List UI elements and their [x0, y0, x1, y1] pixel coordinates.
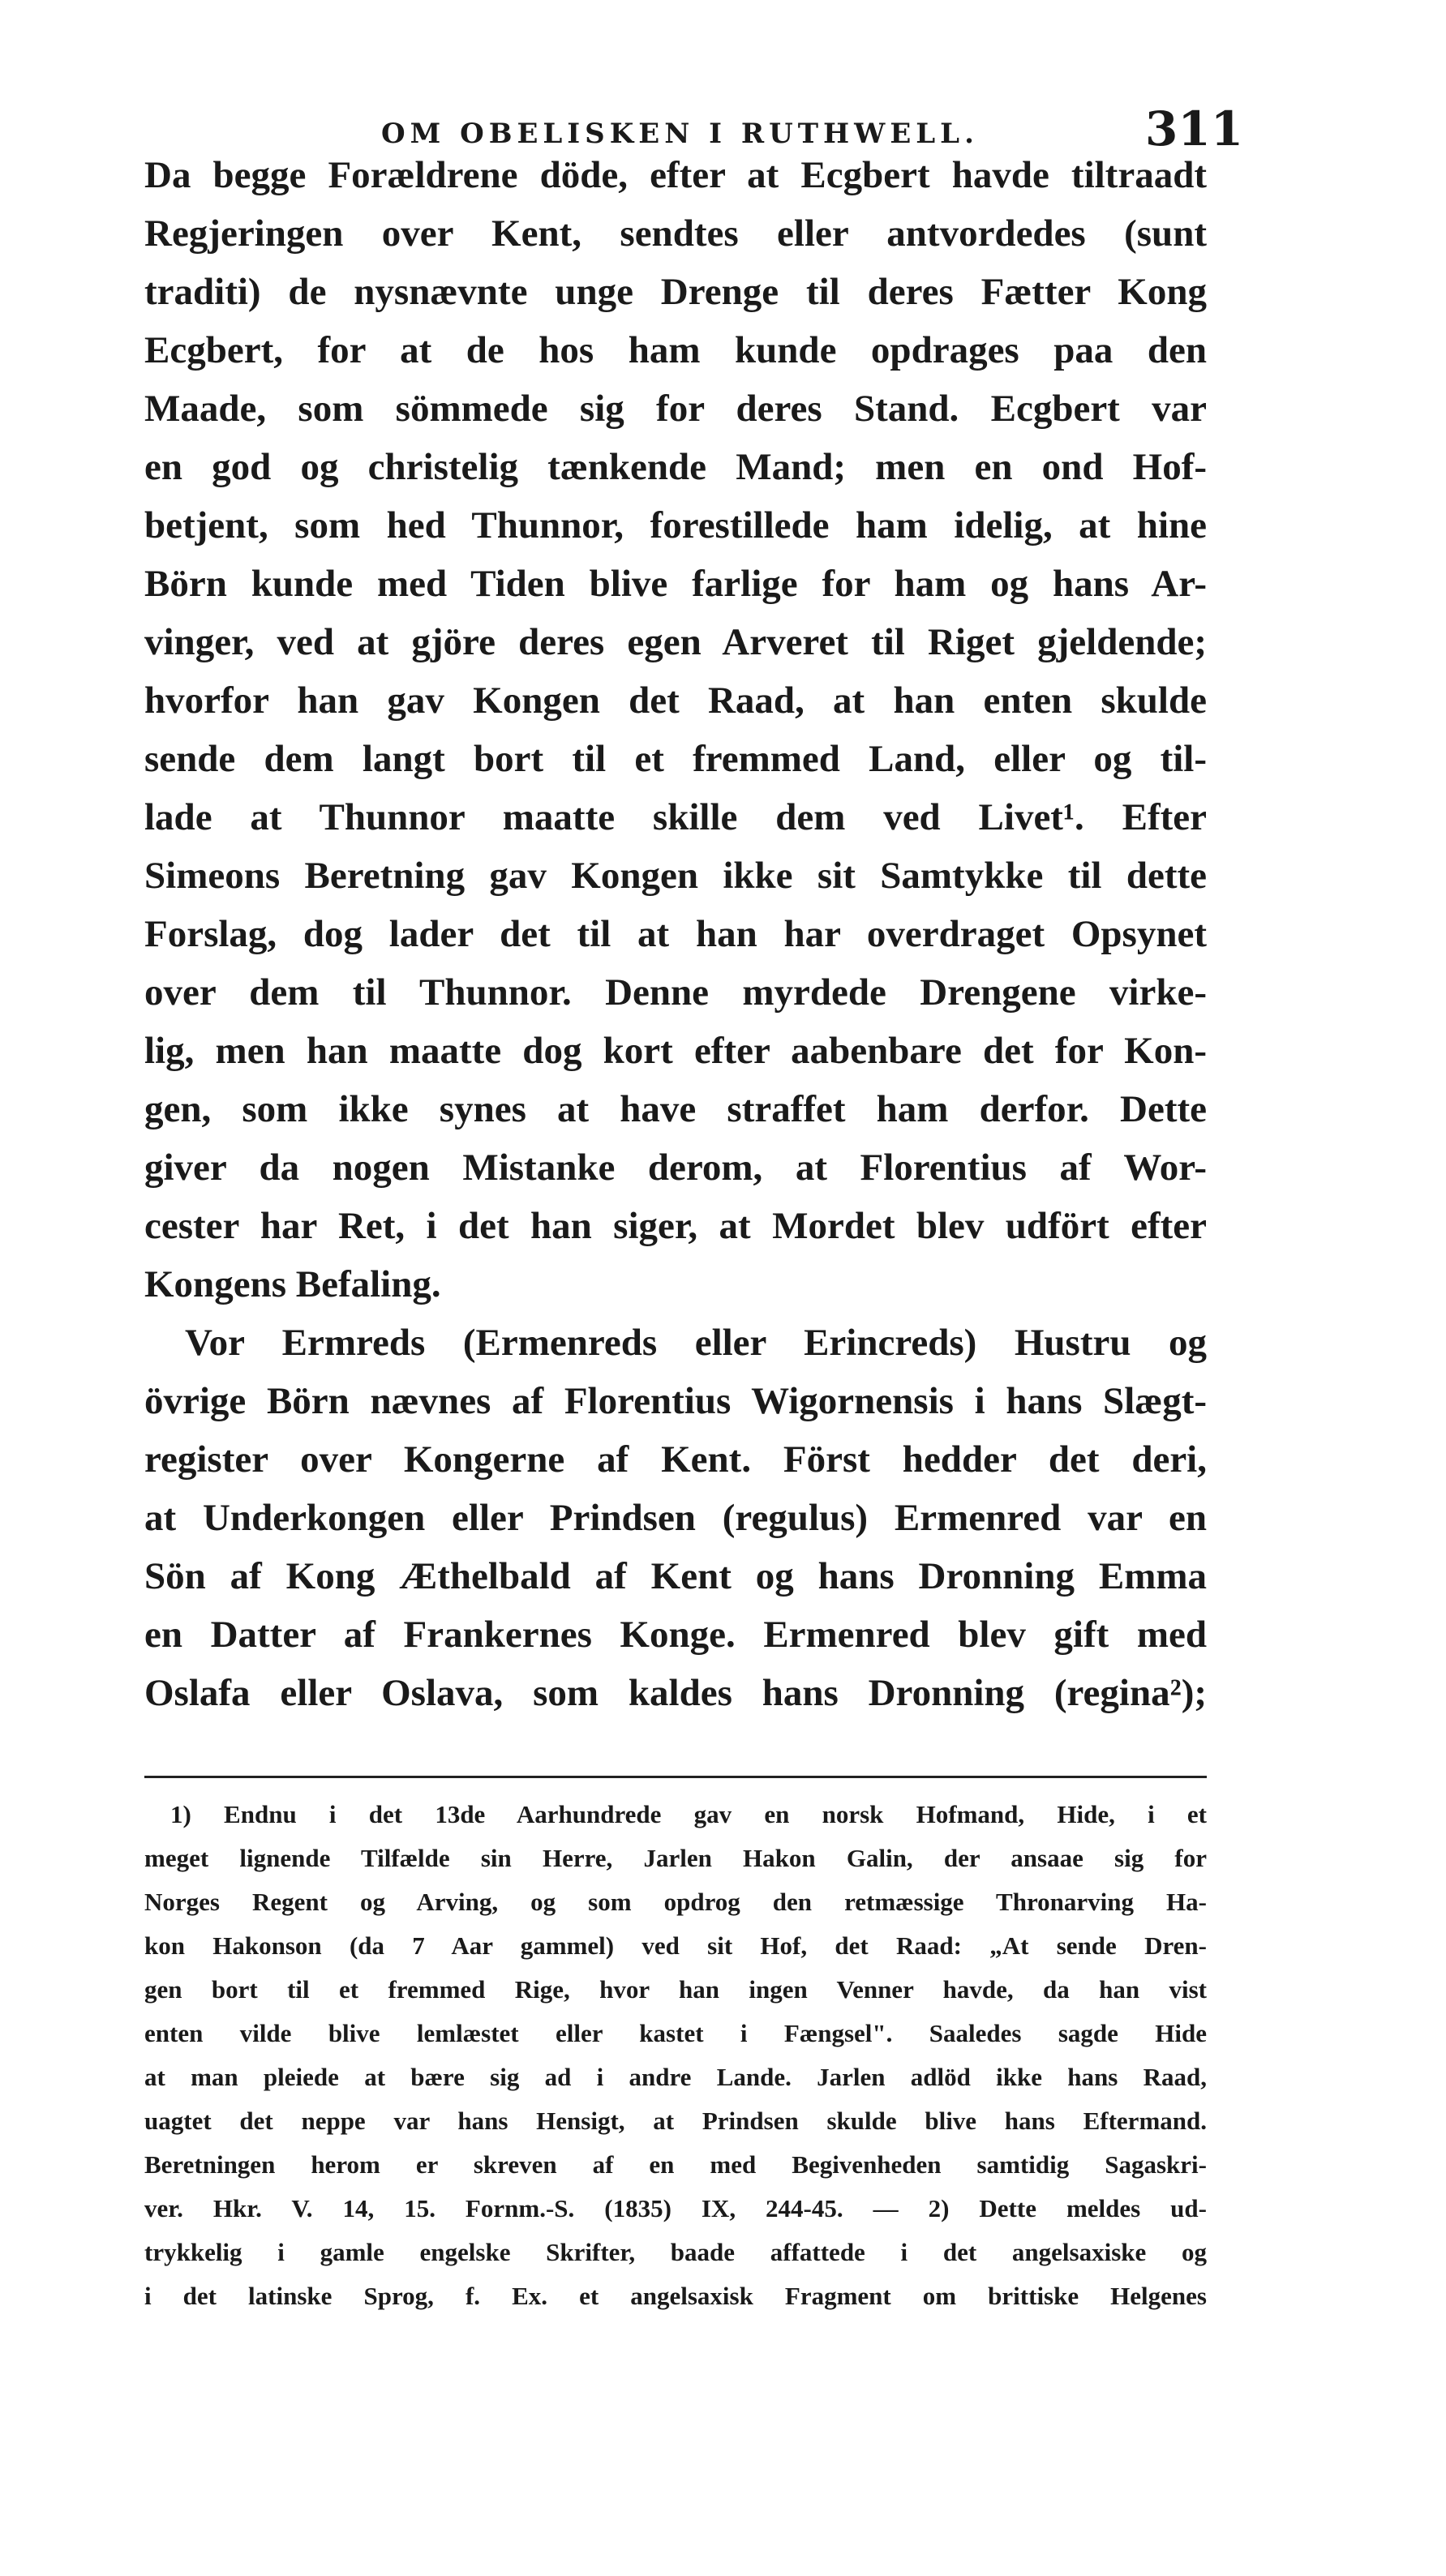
body-line: Ecgbert, for at de hos ham kunde opdrages paa den: [144, 329, 1207, 371]
footnote-line: at man pleiede at bære sig ad i andre Lande. Jarlen adlöd ikke hans Raad,: [144, 2063, 1207, 2091]
body-line: Regjeringen over Kent, sendtes eller antvordedes (sunt: [144, 212, 1207, 255]
body-line: over dem til Thunnor. Denne myrdede Drengene virke-: [144, 971, 1207, 1014]
footnote-line: enten vilde blive lemlæstet eller kastet i Fængsel". Saaledes sagde Hide: [144, 2019, 1207, 2047]
footnote-line: trykkelig i gamle engelske Skrifter, baade affattede i det angelsaxiske og: [144, 2238, 1207, 2266]
body-line: Simeons Beretning gav Kongen ikke sit Samtykke til dette: [144, 855, 1207, 897]
body-line: betjent, som hed Thunnor, forestillede ham idelig, at hine: [144, 504, 1207, 546]
body-line: Forslag, dog lader det til at han har overdraget Opsynet: [144, 913, 1207, 955]
body-line: Vor Ermreds (Ermenreds eller Erincreds) Hustru og: [185, 1322, 1207, 1364]
body-line: en Datter af Frankernes Konge. Ermenred blev gift med: [144, 1614, 1207, 1656]
footnote-line: i det latinske Sprog, f. Ex. et angelsaxisk Fragment om brittiske Helgenes: [144, 2282, 1207, 2310]
body-line: at Underkongen eller Prindsen (regulus) Ermenred var en: [144, 1497, 1207, 1539]
footnote-line: ver. Hkr. V. 14, 15. Fornm.-S. (1835) IX, 244-45. — 2) Dette meldes ud-: [144, 2194, 1207, 2222]
page-number: 311: [1145, 101, 1244, 156]
footnote-line: Beretningen herom er skreven af en med Begivenheden samtidig Sagaskri-: [144, 2150, 1207, 2179]
footnote-line: 1) Endnu i det 13de Aarhundrede gav en norsk Hofmand, Hide, i et: [170, 1800, 1207, 1828]
body-line: Oslafa eller Oslava, som kaldes hans Dronning (regina²);: [144, 1672, 1207, 1714]
body-line: Börn kunde med Tiden blive farlige for ham og hans Ar-: [144, 563, 1207, 605]
footnote-rule: [144, 1776, 1207, 1778]
body-line: övrige Börn nævnes af Florentius Wigornensis i hans Slægt-: [144, 1380, 1207, 1422]
footnote-line: meget lignende Tilfælde sin Herre, Jarlen Hakon Galin, der ansaae sig for: [144, 1844, 1207, 1872]
body-line: Da begge Forældrene döde, efter at Ecgbert havde tiltraadt: [144, 154, 1207, 196]
body-line: register over Kongerne af Kent. Först hedder det deri,: [144, 1438, 1207, 1481]
footnote-line: gen bort til et fremmed Rige, hvor han ingen Venner havde, da han vist: [144, 1975, 1207, 2004]
body-line: Maade, som sömmede sig for deres Stand. Ecgbert var: [144, 388, 1207, 430]
body-line: en god og christelig tænkende Mand; men en ond Hof-: [144, 446, 1207, 488]
running-title: OM OBELISKEN I RUTHWELL.: [381, 118, 979, 150]
footnote-line: uagtet det neppe var hans Hensigt, at Prindsen skulde blive hans Eftermand.: [144, 2107, 1207, 2135]
body-line: lig, men han maatte dog kort efter aabenbare det for Kon-: [144, 1030, 1207, 1072]
body-line: lade at Thunnor maatte skille dem ved Livet¹. Efter: [144, 796, 1207, 838]
body-line: Sön af Kong Æthelbald af Kent og hans Dronning Emma: [144, 1555, 1207, 1597]
body-line: gen, som ikke synes at have straffet ham derfor. Dette: [144, 1088, 1207, 1130]
body-line: traditi) de nysnævnte unge Drenge til deres Fætter Kong: [144, 271, 1207, 313]
body-line: giver da nogen Mistanke derom, at Florentius af Wor-: [144, 1147, 1207, 1189]
body-line: cester har Ret, i det han siger, at Mordet blev udfört efter: [144, 1205, 1207, 1247]
footnote-line: kon Hakonson (da 7 Aar gammel) ved sit Hof, det Raad: „At sende Dren-: [144, 1931, 1207, 1960]
body-line: Kongens Befaling.: [144, 1263, 441, 1305]
body-line: vinger, ved at gjöre deres egen Arveret til Riget gjeldende;: [144, 621, 1207, 663]
footnote-line: Norges Regent og Arving, og som opdrog den retmæssige Thronarving Ha-: [144, 1888, 1207, 1916]
body-line: hvorfor han gav Kongen det Raad, at han enten skulde: [144, 679, 1207, 722]
body-line: sende dem langt bort til et fremmed Land, eller og til-: [144, 738, 1207, 780]
